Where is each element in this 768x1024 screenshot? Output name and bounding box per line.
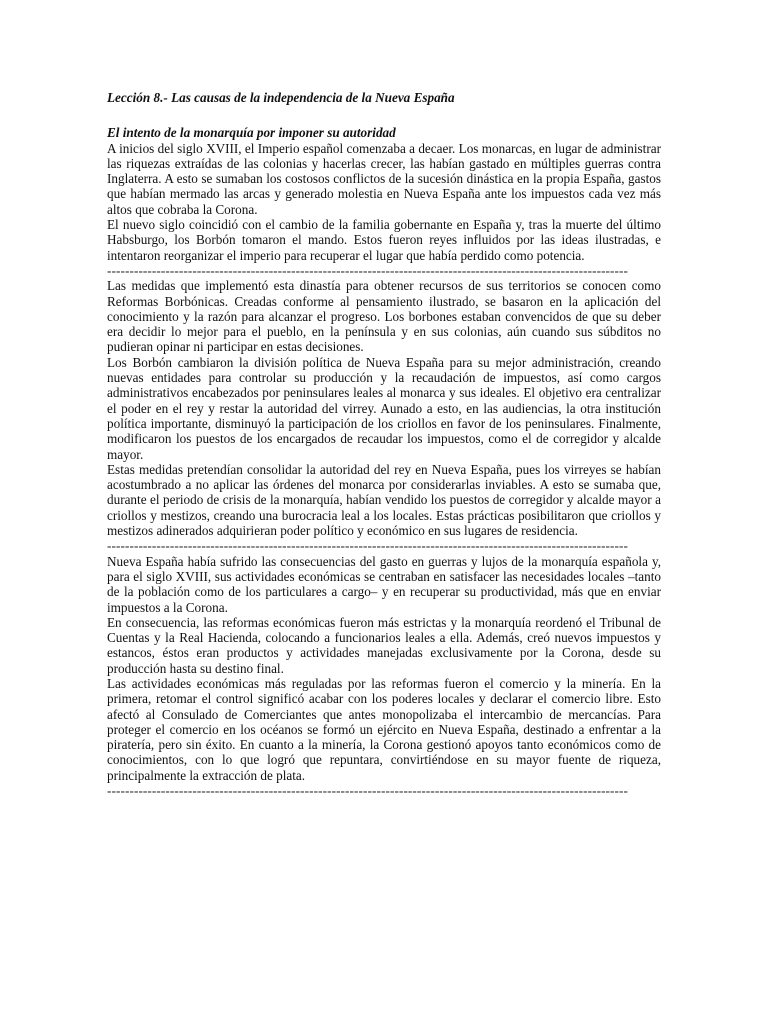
document-page bbox=[107, 90, 661, 798]
lesson-title: Lección 8.- Las causas de la independencia de la Nueva España bbox=[107, 90, 455, 105]
separator-line-3: -------------------------------------------------------------------------------------------------------------------- bbox=[107, 783, 629, 799]
paragraph-block2-3: Estas medidas pretendían consolidar la autoridad del rey en Nueva España, pues los virreyes se habían acostumbrado a no aplicar las órdenes del monarca por considerarlas inviables. A esto se sumaba que, durante el periodo de crisis de la monarquía, habían vendido los puestos de corregidor y alcalde mayor a criollos y mestizos, creando una burocracia leal a los locales. Estas prácticas posibilitaron que criollos y mestizos adinerados adquirieran poder político y económico en sus lugares de residencia. bbox=[107, 461, 661, 539]
paragraph-block2-2: Los Borbón cambiaron la división política de Nueva España para su mejor administración, creando nuevas entidades para controlar su producción y la recaudación de impuestos, así como cargos administrativos encabezados por peninsulares leales al monarca y sus ideales. El objetivo era centralizar el poder en el rey y restar la autoridad del virrey. Aunado a esto, en las audiencias, la otra institución política importante, disminuyó la participación de los criollos en favor de los peninsulares. Finalmente, modificaron los puestos de los encargados de recaudar los impuestos, como el de corregidor y alcalde mayor. bbox=[107, 354, 661, 462]
paragraph-block1-1: A inicios del siglo XVIII, el Imperio español comenzaba a decaer. Los monarcas, en lugar de administrar las riquezas extraídas de las colonias y hacerlas crecer, las habían gastado en múltiples guerras contra Inglaterra. A esto se sumaban los costosos conflictos de la sucesión dinástica en la propia España, gastos que habían mermado las arcas y generado molestia en Nueva España ante los impuestos cada vez más altos que cobraba la Corona. bbox=[107, 140, 661, 217]
separator-line-1: -------------------------------------------------------------------------------------------------------------------- bbox=[107, 262, 629, 278]
title-spacer bbox=[107, 105, 661, 125]
section-heading: El intento de la monarquía por imponer su autoridad bbox=[107, 125, 396, 141]
paragraph-block3-1: Nueva España había sufrido las consecuencias del gasto en guerras y lujos de la monarquía española y, para el siglo XVIII, sus actividades económicas se centraban en satisfacer las necesidades locales –tanto de la población como de los particulares a cargo– y en recuperar su productividad, más que en enviar impuestos a la Corona. bbox=[107, 553, 661, 615]
separator-line-2: -------------------------------------------------------------------------------------------------------------------- bbox=[107, 538, 629, 554]
paragraph-block3-2: En consecuencia, las reformas económicas fueron más estrictas y la monarquía reordenó el Tribunal de Cuentas y la Real Hacienda, colocando a funcionarios leales a ella. Además, creó nuevos impuestos y estancos, éstos eran productos y actividades manejadas exclusivamente por la Corona, desde su producción hasta su destino final. bbox=[107, 614, 661, 676]
paragraph-block2-1: Las medidas que implementó esta dinastía para obtener recursos de sus territorios se conocen como Reformas Borbónicas. Creadas conforme al pensamiento ilustrado, se basaron en la aplicación del conocimiento y la razón para alcanzar el progreso. Los borbones estaban convencidos de que su deber era decidir lo mejor para el pueblo, en la península y en sus colonias, aún cuando sus súbditos no pudieran opinar ni participar en estas decisiones. bbox=[107, 278, 661, 355]
paragraph-block3-3: Las actividades económicas más reguladas por las reformas fueron el comercio y la minería. En la primera, retomar el control significó acabar con los poderes locales y declarar el comercio libre. Esto afectó al Consulado de Comerciantes que antes monopolizaba el intercambio de mercancías. Para proteger el comercio en los océanos se formó un ejército en Nueva España, destinado a enfrentar a la piratería, pero sin éxito. En cuanto a la minería, la Corona gestionó apoyos tanto económicos como de conocimientos, con lo que logró que repuntara, convirtiéndose en su mayor fuente de riqueza, principalmente la extracción de plata. bbox=[107, 675, 661, 783]
paragraph-block1-2: El nuevo siglo coincidió con el cambio de la familia gobernante en España y, tras la muerte del último Habsburgo, los Borbón tomaron el mando. Estos fueron reyes influidos por las ideas ilustradas, e intentaron reorganizar el imperio para recuperar el lugar que había perdido como potencia. bbox=[107, 217, 661, 263]
